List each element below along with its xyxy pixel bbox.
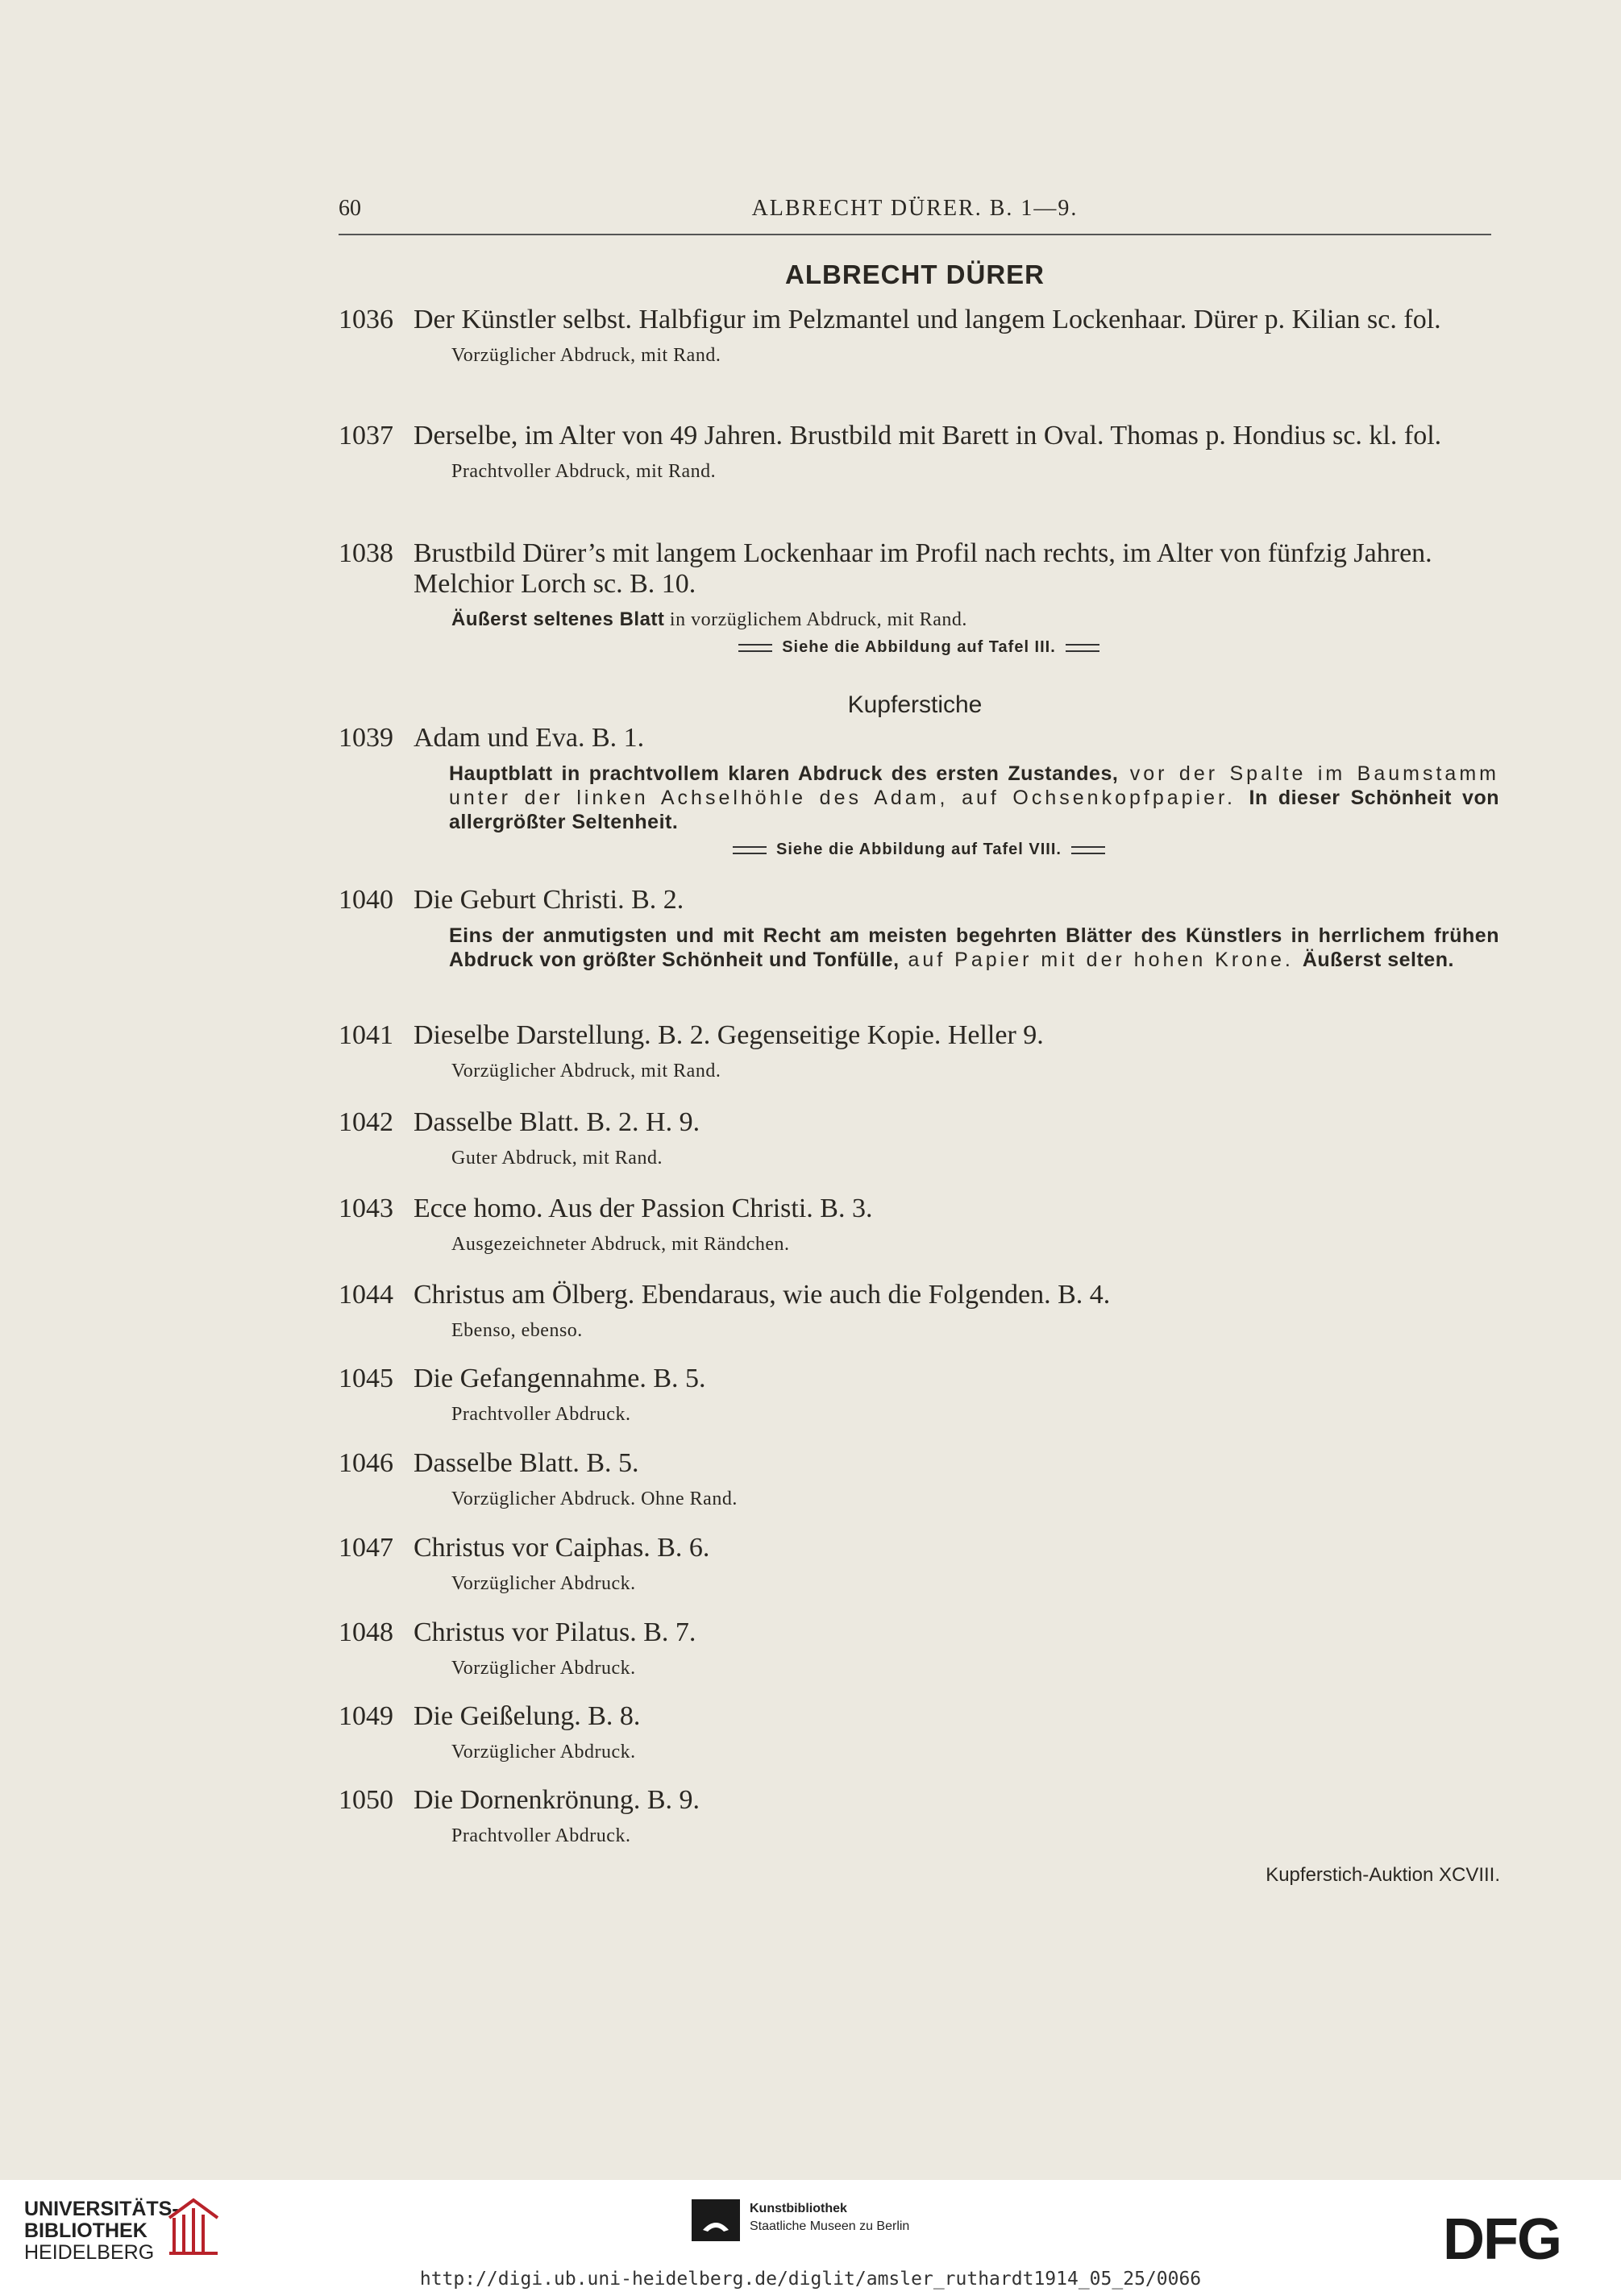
entry-number: 1045 <box>339 1364 393 1393</box>
entry-text: Adam und Eva. B. 1. <box>414 723 645 753</box>
entry-text: Dasselbe Blatt. B. 2. H. 9. <box>414 1107 700 1137</box>
double-rule-icon <box>733 846 767 854</box>
catalog-entry <box>339 1533 1499 1596</box>
entry-note: Prachtvoller Abdruck. <box>451 1404 631 1425</box>
entry-note: Vorzüglicher Abdruck. <box>451 1573 636 1594</box>
note-emphasis: Hauptblatt in prachtvollem klaren Abdruck des ersten Zustandes, <box>449 762 1119 785</box>
entry-text: Derselbe, im Alter von 49 Jahren. Brustbild mit Barett in Oval. Thomas p. Hondius sc. kl. fol. <box>414 421 1442 450</box>
catalog-entry <box>339 885 1499 972</box>
entry-note: Vorzüglicher Abdruck. <box>451 1658 636 1679</box>
catalog-entry <box>339 1617 1499 1680</box>
entry-text: Die Geburt Christi. B. 2. <box>414 885 684 915</box>
running-header <box>339 196 1491 236</box>
kunstbibliothek-logo[interactable] <box>750 2200 909 2236</box>
ub-heidelberg-logo[interactable] <box>24 2198 179 2264</box>
double-rule-icon <box>1071 846 1105 854</box>
subsection-title: Kupferstiche <box>847 691 983 718</box>
entry-note: Vorzüglicher Abdruck, mit Rand. <box>451 1061 721 1082</box>
entry-note <box>449 924 1499 972</box>
plate-reference-text: Siehe die Abbildung auf Tafel VIII. <box>776 841 1062 858</box>
entry-note: Prachtvoller Abdruck. <box>451 1825 631 1846</box>
catalog-entry <box>339 1701 1499 1764</box>
catalog-entry <box>339 723 1499 859</box>
kunstbibliothek-eagle-icon <box>692 2199 740 2241</box>
plate-reference-text: Siehe die Abbildung auf Tafel III. <box>782 638 1056 656</box>
entry-note <box>449 762 1499 834</box>
entry-note: Ausgezeichneter Abdruck, mit Rändchen. <box>451 1234 790 1255</box>
entry-number: 1048 <box>339 1617 393 1647</box>
entry-number: 1044 <box>339 1280 393 1310</box>
note-text: auf Papier mit der hohen Krone. <box>899 949 1303 971</box>
entry-number: 1047 <box>339 1533 393 1563</box>
kb-line: Kunstbibliothek <box>750 2202 847 2215</box>
note-emphasis: In dieser Schönheit von allergrößter Seltenheit. <box>449 787 1499 833</box>
ub-logo-line: HEIDELBERG <box>24 2241 155 2264</box>
entry-number: 1038 <box>339 538 393 568</box>
section-title: ALBRECHT DÜRER <box>785 259 1045 289</box>
entry-note <box>451 608 1499 632</box>
entry-number: 1037 <box>339 421 393 450</box>
entry-text: Dieselbe Darstellung. B. 2. Gegenseitige Kopie. Heller 9. <box>414 1020 1044 1050</box>
entry-text: Der Künstler selbst. Halbfigur im Pelzmantel und langem Lockenhaar. Dürer p. Kilian sc. fol. <box>414 305 1441 334</box>
entry-number: 1041 <box>339 1020 393 1050</box>
catalog-entry <box>339 1364 1499 1426</box>
note-text: in vorzüglichem Abdruck, mit Rand. <box>664 609 967 630</box>
catalog-entry <box>339 421 1499 484</box>
catalog-entry <box>339 1107 1499 1170</box>
catalog-entry <box>339 305 1499 367</box>
entry-note: Ebenso, ebenso. <box>451 1320 583 1341</box>
double-rule-icon <box>1066 644 1099 652</box>
entry-text: Die Gefangennahme. B. 5. <box>414 1364 706 1393</box>
entry-text: Christus vor Pilatus. B. 7. <box>414 1617 696 1647</box>
entry-text: Dasselbe Blatt. B. 5. <box>414 1448 639 1478</box>
entry-number: 1049 <box>339 1701 393 1731</box>
entry-text: Brustbild Dürer’s mit langem Lockenhaar im Profil nach rechts, im Alter von fünfzig Jahren. Melchior Lorch sc. B. 10. <box>414 538 1432 599</box>
dfg-logo[interactable]: DFG <box>1443 2207 1561 2272</box>
entry-number: 1046 <box>339 1448 393 1478</box>
note-emphasis: Äußerst selten. <box>1302 949 1454 971</box>
catalog-entry <box>339 538 1499 657</box>
note-emphasis: Äußerst seltenes Blatt <box>451 608 665 630</box>
permalink-url[interactable]: http://digi.ub.uni-heidelberg.de/diglit/amsler_ruthardt1914_05_25/0066 <box>419 2269 1202 2290</box>
catalog-entry <box>339 1280 1499 1343</box>
footer-auction-title: Kupferstich-Auktion XCVIII. <box>1266 1864 1500 1886</box>
page-number: 60 <box>339 196 361 221</box>
catalog-entry <box>339 1448 1499 1511</box>
entry-text: Die Geißelung. B. 8. <box>414 1701 641 1731</box>
catalog-entry <box>339 1194 1499 1256</box>
ub-heidelberg-logo-icon <box>161 2194 226 2258</box>
note-emphasis: Eins der anmutigsten und mit Recht am meisten begehrten Blätter des Künstlers in herrlichem frühen Abdruck von größter Schönheit und Tonfülle, <box>449 924 1499 971</box>
entry-note: Vorzüglicher Abdruck. Ohne Rand. <box>451 1488 738 1509</box>
entry-number: 1039 <box>339 723 393 753</box>
entry-number: 1036 <box>339 305 393 334</box>
entry-note: Guter Abdruck, mit Rand. <box>451 1148 663 1169</box>
double-rule-icon <box>738 644 772 652</box>
kb-line: Staatliche Museen zu Berlin <box>750 2219 910 2233</box>
entry-number: 1050 <box>339 1785 393 1815</box>
entry-number: 1040 <box>339 885 393 915</box>
plate-reference <box>339 841 1499 859</box>
entry-number: 1043 <box>339 1194 393 1223</box>
plate-reference <box>339 638 1499 657</box>
note-text: vor der Spalte im Baumstamm unter der linken Achselhöhle des Adam, auf Ochsenkopfpapier. <box>449 762 1499 809</box>
entry-text: Ecce homo. Aus der Passion Christi. B. 3. <box>414 1194 873 1223</box>
entry-text: Die Dornenkrönung. B. 9. <box>414 1785 700 1815</box>
entry-note: Prachtvoller Abdruck, mit Rand. <box>451 461 717 482</box>
header-rule <box>339 234 1491 235</box>
ub-logo-line: UNIVERSITÄTS- <box>24 2198 179 2220</box>
entry-number: 1042 <box>339 1107 393 1137</box>
ub-logo-line: BIBLIOTHEK <box>24 2219 148 2242</box>
entry-note: Vorzüglicher Abdruck. <box>451 1742 636 1762</box>
catalog-entry <box>339 1020 1499 1083</box>
header-title: ALBRECHT DÜRER. B. 1—9. <box>751 196 1079 221</box>
entry-text: Christus vor Caiphas. B. 6. <box>414 1533 710 1563</box>
entry-text: Christus am Ölberg. Ebendaraus, wie auch die Folgenden. B. 4. <box>414 1280 1111 1310</box>
catalog-entry <box>339 1785 1499 1848</box>
entry-note: Vorzüglicher Abdruck, mit Rand. <box>451 345 721 366</box>
